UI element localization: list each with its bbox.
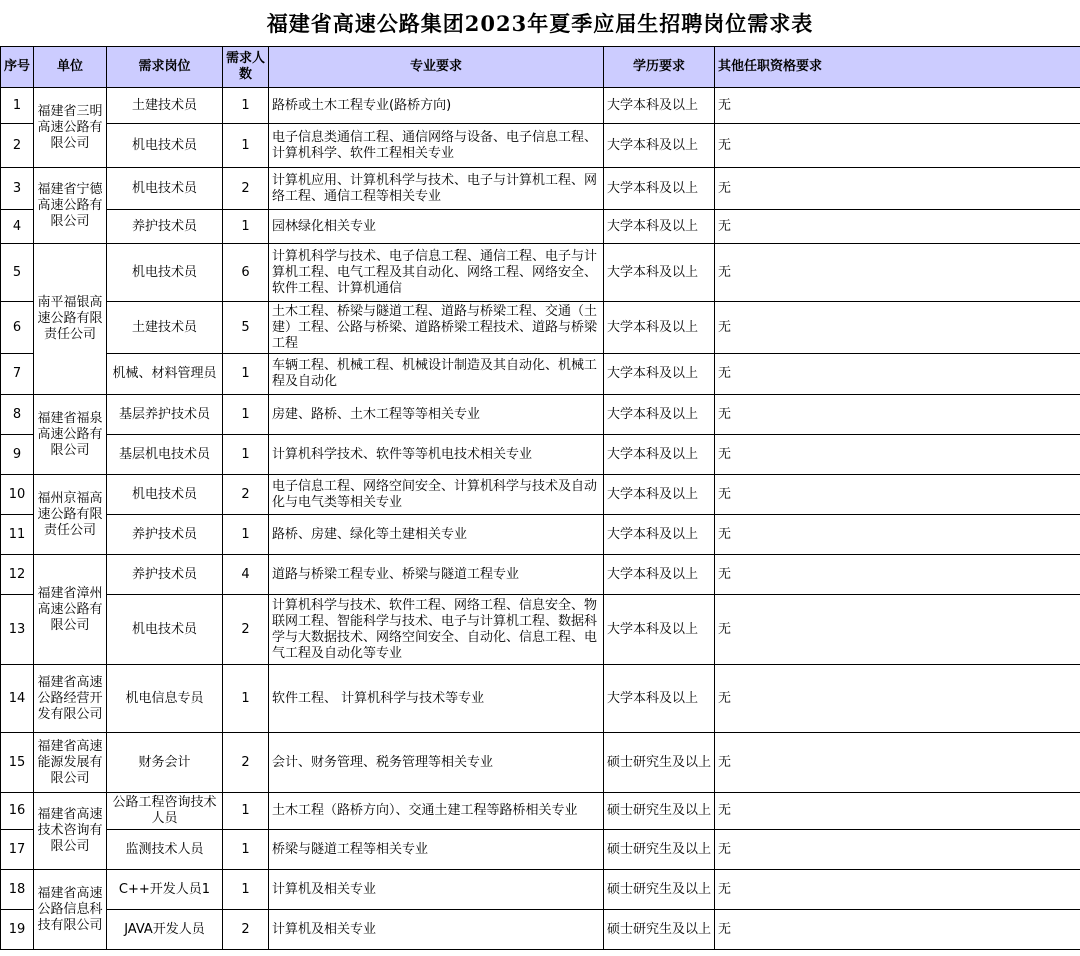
row-major: 土木工程、桥梁与隧道工程、道路与桥梁工程、交通（土建）工程、公路与桥梁、道路桥梁工程技术、道路与桥梁工程 — [269, 302, 604, 354]
row-no: 5 — [1, 244, 34, 302]
row-count: 4 — [223, 555, 269, 595]
unit-cell: 福建省三明高速公路有限公司 — [34, 88, 107, 168]
table-row — [1, 793, 1080, 830]
row-no: 17 — [1, 830, 34, 870]
row-other: 无 — [715, 168, 1080, 210]
row-post: 机电信息专员 — [107, 665, 223, 733]
col-header-count: 需求人数 — [223, 47, 269, 88]
table-row — [1, 515, 1080, 555]
row-major: 车辆工程、机械工程、机械设计制造及其自动化、机械工程及自动化 — [269, 354, 604, 395]
row-major: 电子信息工程、网络空间安全、计算机科学与技术及自动化与电气类等相关专业 — [269, 475, 604, 515]
row-count: 1 — [223, 830, 269, 870]
row-major: 电子信息类通信工程、通信网络与设备、电子信息工程、计算机科学、软件工程相关专业 — [269, 124, 604, 168]
row-post: 养护技术员 — [107, 515, 223, 555]
col-header-edu: 学历要求 — [604, 47, 715, 88]
table-row — [1, 302, 1080, 354]
row-major: 房建、路桥、土木工程等等相关专业 — [269, 395, 604, 435]
row-count: 1 — [223, 124, 269, 168]
row-count: 2 — [223, 595, 269, 665]
row-edu: 硕士研究生及以上 — [604, 830, 715, 870]
unit-cell: 福建省高速公路信息科技有限公司 — [34, 870, 107, 950]
row-major: 计算机科学技术、软件等等机电技术相关专业 — [269, 435, 604, 475]
row-edu: 大学本科及以上 — [604, 244, 715, 302]
row-no: 8 — [1, 395, 34, 435]
row-post: 土建技术员 — [107, 88, 223, 124]
row-major: 会计、财务管理、税务管理等相关专业 — [269, 733, 604, 793]
unit-cell: 福建省高速技术咨询有限公司 — [34, 793, 107, 870]
unit-cell: 福建省宁德高速公路有限公司 — [34, 168, 107, 244]
row-post: 机电技术员 — [107, 168, 223, 210]
table-row — [1, 210, 1080, 244]
row-no: 2 — [1, 124, 34, 168]
row-no: 18 — [1, 870, 34, 910]
row-other: 无 — [715, 435, 1080, 475]
row-count: 1 — [223, 395, 269, 435]
row-edu: 大学本科及以上 — [604, 210, 715, 244]
col-header-unit: 单位 — [34, 47, 107, 88]
row-no: 7 — [1, 354, 34, 395]
row-other: 无 — [715, 354, 1080, 395]
row-post: 机电技术员 — [107, 244, 223, 302]
table-row — [1, 555, 1080, 595]
col-header-major: 专业要求 — [269, 47, 604, 88]
row-major: 计算机科学与技术、软件工程、网络工程、信息安全、物联网工程、智能科学与技术、电子与计算机工程、数据科学与大数据技术、网络空间安全、自动化、信息工程、电气工程及自动化等专业 — [269, 595, 604, 665]
row-post: 机械、材料管理员 — [107, 354, 223, 395]
row-other: 无 — [715, 910, 1080, 950]
row-major: 计算机应用、计算机科学与技术、电子与计算机工程、网络工程、通信工程等相关专业 — [269, 168, 604, 210]
table-row — [1, 354, 1080, 395]
table-row — [1, 435, 1080, 475]
row-major: 计算机及相关专业 — [269, 870, 604, 910]
row-other: 无 — [715, 733, 1080, 793]
table-row — [1, 595, 1080, 665]
unit-cell: 福州京福高速公路有限责任公司 — [34, 475, 107, 555]
row-count: 1 — [223, 354, 269, 395]
row-post: 基层机电技术员 — [107, 435, 223, 475]
row-edu: 硕士研究生及以上 — [604, 733, 715, 793]
recruitment-table — [0, 46, 1080, 950]
row-major: 计算机科学与技术、电子信息工程、通信工程、电子与计算机工程、电气工程及其自动化、网络工程、网络安全、软件工程、计算机通信 — [269, 244, 604, 302]
table-row — [1, 870, 1080, 910]
unit-cell: 福建省高速公路经营开发有限公司 — [34, 665, 107, 733]
row-edu: 大学本科及以上 — [604, 515, 715, 555]
row-count: 2 — [223, 733, 269, 793]
unit-cell: 福建省高速能源发展有限公司 — [34, 733, 107, 793]
row-edu: 大学本科及以上 — [604, 595, 715, 665]
row-other: 无 — [715, 555, 1080, 595]
row-edu: 大学本科及以上 — [604, 555, 715, 595]
row-other: 无 — [715, 665, 1080, 733]
row-post: 土建技术员 — [107, 302, 223, 354]
row-edu: 大学本科及以上 — [604, 354, 715, 395]
row-no: 4 — [1, 210, 34, 244]
row-post: 基层养护技术员 — [107, 395, 223, 435]
row-major: 软件工程、 计算机科学与技术等专业 — [269, 665, 604, 733]
unit-cell: 南平福银高速公路有限责任公司 — [34, 244, 107, 395]
row-post: JAVA开发人员 — [107, 910, 223, 950]
row-no: 15 — [1, 733, 34, 793]
row-edu: 大学本科及以上 — [604, 168, 715, 210]
row-count: 2 — [223, 168, 269, 210]
header-row — [1, 47, 1080, 88]
row-major: 路桥或土木工程专业(路桥方向) — [269, 88, 604, 124]
col-header-other: 其他任职资格要求 — [715, 47, 1080, 88]
row-other: 无 — [715, 515, 1080, 555]
row-edu: 大学本科及以上 — [604, 665, 715, 733]
row-edu: 大学本科及以上 — [604, 88, 715, 124]
row-edu: 大学本科及以上 — [604, 302, 715, 354]
row-post: 监测技术人员 — [107, 830, 223, 870]
row-count: 1 — [223, 88, 269, 124]
row-no: 13 — [1, 595, 34, 665]
unit-cell: 福建省福泉高速公路有限公司 — [34, 395, 107, 475]
row-count: 2 — [223, 910, 269, 950]
row-count: 1 — [223, 665, 269, 733]
row-no: 19 — [1, 910, 34, 950]
row-no: 10 — [1, 475, 34, 515]
row-no: 12 — [1, 555, 34, 595]
table-row — [1, 475, 1080, 515]
row-major: 园林绿化相关专业 — [269, 210, 604, 244]
row-post: C++开发人员1 — [107, 870, 223, 910]
col-header-post: 需求岗位 — [107, 47, 223, 88]
unit-cell: 福建省漳州高速公路有限公司 — [34, 555, 107, 665]
title-bar — [0, 0, 1080, 47]
row-other: 无 — [715, 244, 1080, 302]
table-row — [1, 124, 1080, 168]
row-edu: 硕士研究生及以上 — [604, 870, 715, 910]
row-other: 无 — [715, 870, 1080, 910]
row-other: 无 — [715, 210, 1080, 244]
table-row — [1, 168, 1080, 210]
row-post: 机电技术员 — [107, 475, 223, 515]
row-other: 无 — [715, 302, 1080, 354]
row-major: 桥梁与隧道工程等相关专业 — [269, 830, 604, 870]
row-other: 无 — [715, 595, 1080, 665]
row-edu: 大学本科及以上 — [604, 475, 715, 515]
row-edu: 大学本科及以上 — [604, 395, 715, 435]
row-count: 1 — [223, 435, 269, 475]
row-major: 计算机及相关专业 — [269, 910, 604, 950]
row-count: 1 — [223, 793, 269, 830]
table-row — [1, 830, 1080, 870]
row-count: 1 — [223, 515, 269, 555]
row-other: 无 — [715, 475, 1080, 515]
row-no: 9 — [1, 435, 34, 475]
row-other: 无 — [715, 793, 1080, 830]
row-other: 无 — [715, 124, 1080, 168]
row-no: 14 — [1, 665, 34, 733]
row-count: 6 — [223, 244, 269, 302]
row-major: 道路与桥梁工程专业、桥梁与隧道工程专业 — [269, 555, 604, 595]
row-count: 2 — [223, 475, 269, 515]
row-no: 3 — [1, 168, 34, 210]
table-row — [1, 733, 1080, 793]
row-post: 机电技术员 — [107, 595, 223, 665]
row-no: 6 — [1, 302, 34, 354]
col-header-no: 序号 — [1, 47, 34, 88]
row-no: 16 — [1, 793, 34, 830]
row-post: 公路工程咨询技术人员 — [107, 793, 223, 830]
row-count: 1 — [223, 870, 269, 910]
row-no: 1 — [1, 88, 34, 124]
row-edu: 硕士研究生及以上 — [604, 793, 715, 830]
row-other: 无 — [715, 830, 1080, 870]
row-count: 1 — [223, 210, 269, 244]
row-other: 无 — [715, 88, 1080, 124]
row-other: 无 — [715, 395, 1080, 435]
row-count: 5 — [223, 302, 269, 354]
row-edu: 大学本科及以上 — [604, 124, 715, 168]
row-no: 11 — [1, 515, 34, 555]
row-edu: 大学本科及以上 — [604, 435, 715, 475]
table-row — [1, 244, 1080, 302]
page-title: 福建省高速公路集团2023年夏季应届生招聘岗位需求表 — [266, 11, 814, 36]
table-row — [1, 88, 1080, 124]
row-major: 路桥、房建、绿化等土建相关专业 — [269, 515, 604, 555]
row-post: 机电技术员 — [107, 124, 223, 168]
table-row — [1, 665, 1080, 733]
row-post: 养护技术员 — [107, 210, 223, 244]
row-edu: 硕士研究生及以上 — [604, 910, 715, 950]
table-row — [1, 395, 1080, 435]
row-major: 土木工程（路桥方向）、交通土建工程等路桥相关专业 — [269, 793, 604, 830]
row-post: 财务会计 — [107, 733, 223, 793]
table-row — [1, 910, 1080, 950]
row-post: 养护技术员 — [107, 555, 223, 595]
